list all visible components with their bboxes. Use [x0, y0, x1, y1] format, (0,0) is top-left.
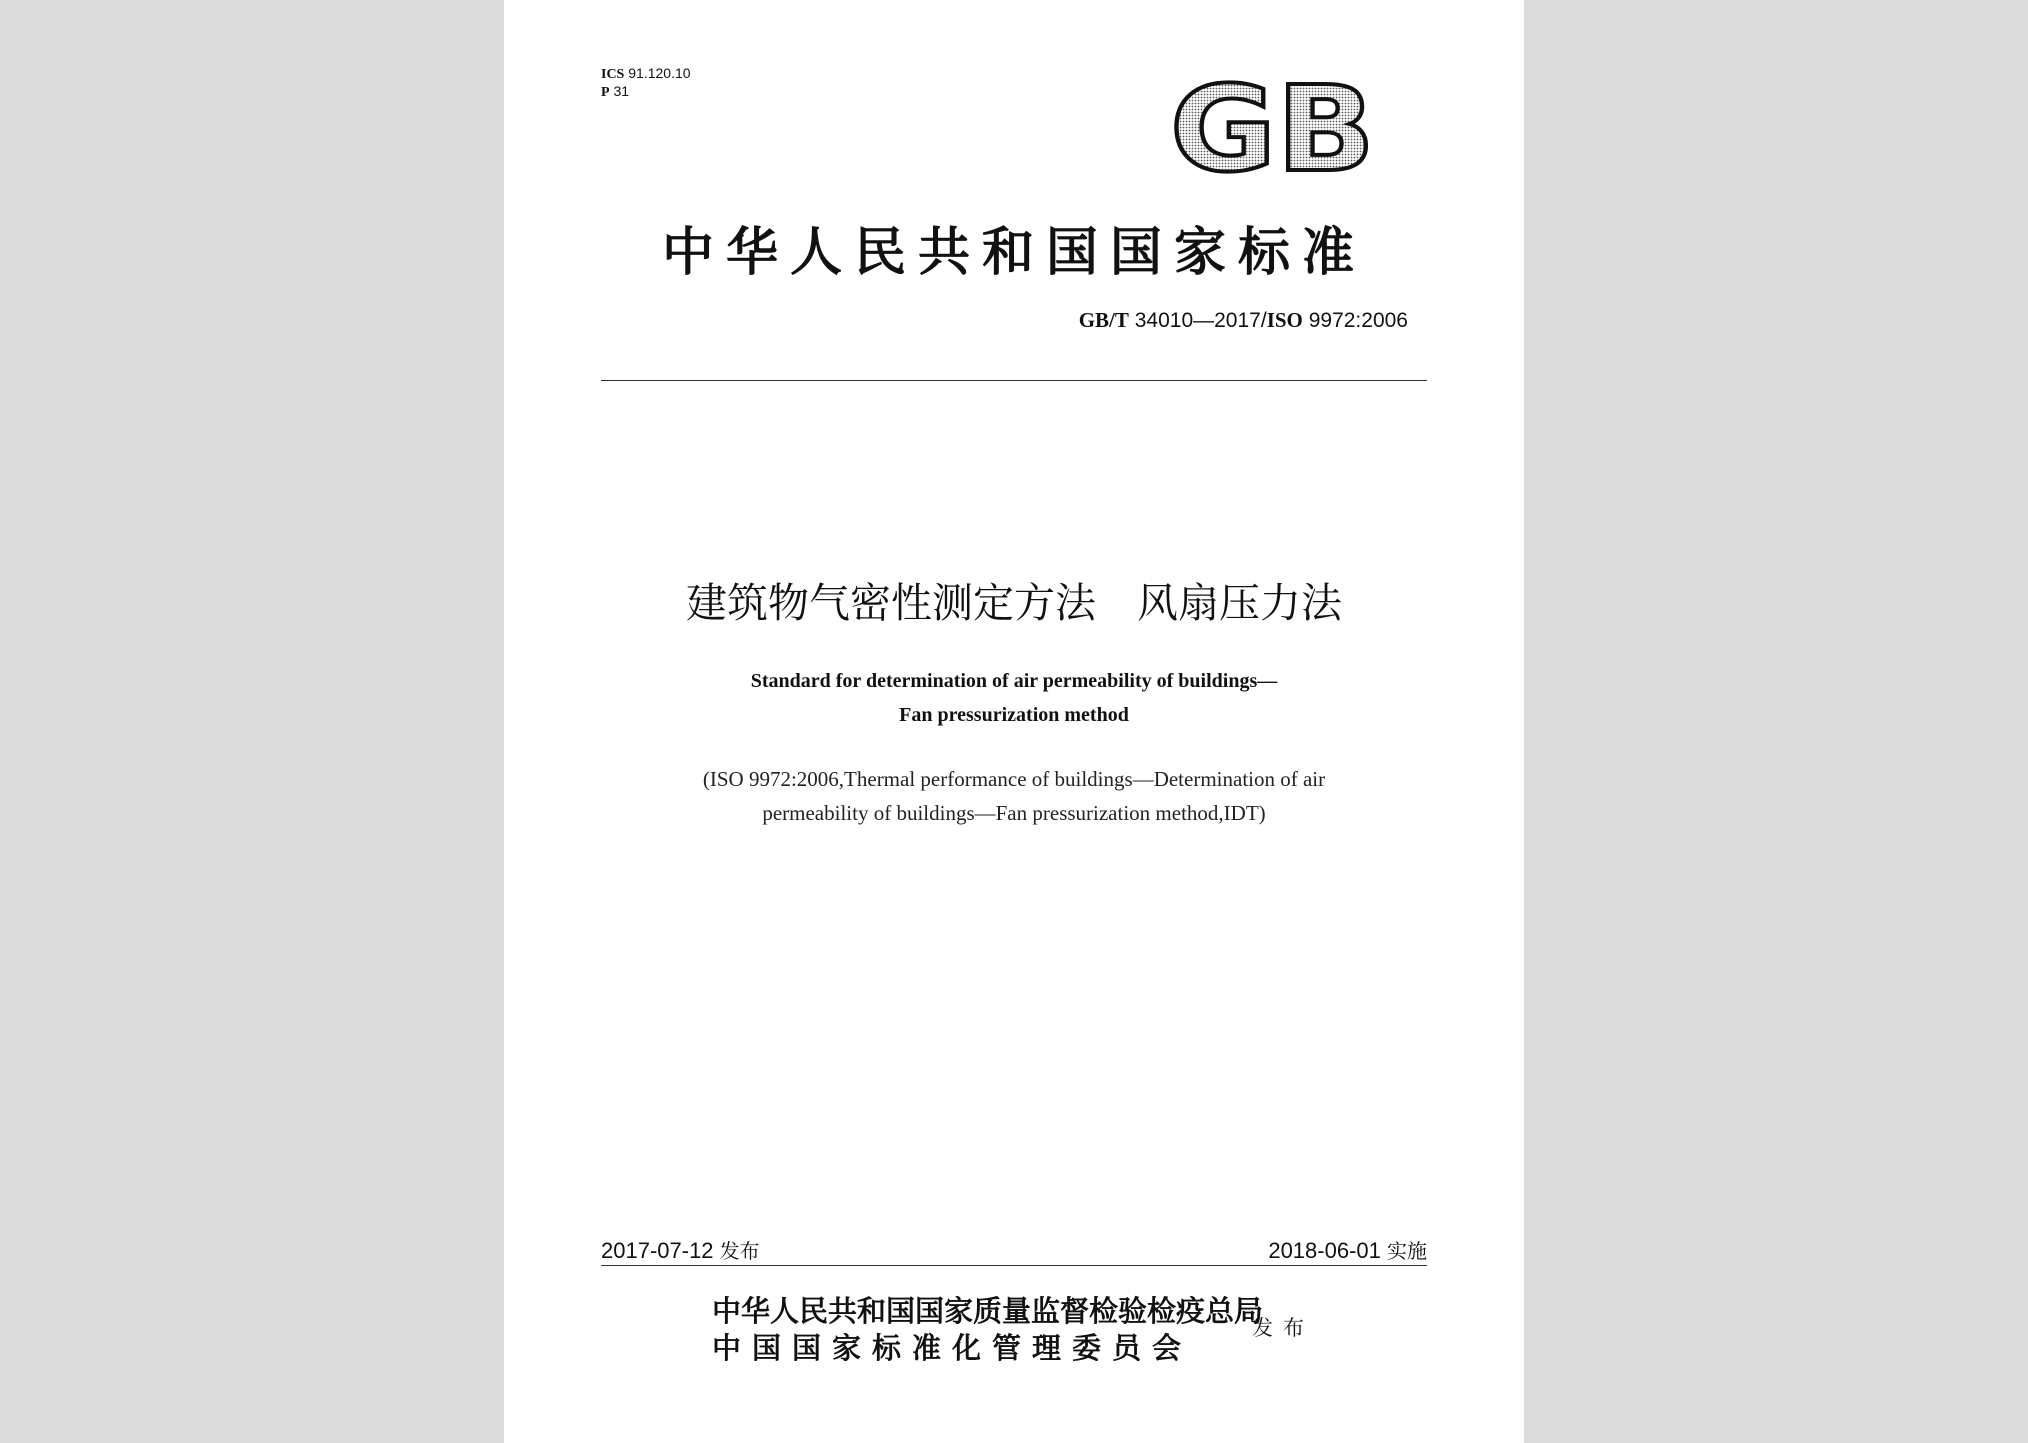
- implement-date-value: 2018-06-01: [1268, 1238, 1381, 1263]
- p-prefix: P: [601, 85, 610, 100]
- p-value: 31: [613, 83, 630, 99]
- iso-reference: [504, 762, 1524, 830]
- iso-reference-line1: (ISO 9972:2006,Thermal performance of buildings—Determination of air: [702, 767, 1326, 791]
- gb-logo: [1170, 78, 1375, 178]
- title-english-line1: Standard for determination of air permeability of buildings—: [750, 670, 1278, 692]
- document-page: [504, 0, 1524, 1443]
- issuer-line1: 中华人民共和国国家质量监督检验检疫总局: [712, 1294, 1264, 1328]
- title-chinese: 建筑物气密性测定方法 风扇压力法: [686, 579, 1342, 627]
- header-divider: [601, 380, 1427, 381]
- issue-date-label: 发布: [719, 1239, 760, 1263]
- implement-date-label: 实施: [1387, 1239, 1427, 1263]
- issue-date: [601, 1235, 760, 1264]
- publish-label: 发布: [1252, 1316, 1314, 1340]
- standard-code: [1079, 308, 1408, 333]
- ics-value: 91.120.10: [628, 65, 691, 81]
- title-english: [504, 664, 1524, 732]
- code-iso-prefix: ISO: [1266, 308, 1303, 332]
- iso-reference-line2: permeability of buildings—Fan pressurization method,IDT): [762, 801, 1266, 825]
- issuing-authorities: [712, 1293, 1263, 1367]
- ics-code: [601, 64, 691, 84]
- code-prefix: GB/T: [1078, 308, 1129, 332]
- classification-code: [601, 82, 629, 102]
- footer-divider: [601, 1265, 1427, 1266]
- code-number: 34010—2017/: [1134, 309, 1267, 332]
- title-english-line2: Fan pressurization method: [899, 704, 1129, 726]
- issue-date-value: 2017-07-12: [601, 1238, 714, 1263]
- implement-date: [1268, 1235, 1427, 1264]
- gb-logo-text: GB: [1170, 78, 1375, 178]
- code-iso-number: 9972:2006: [1308, 309, 1408, 332]
- issuer-line2: 中国国家标准化管理委员会: [712, 1331, 1193, 1365]
- national-standard-heading: 中华人民共和国国家标准: [661, 223, 1366, 283]
- ics-prefix: ICS: [601, 67, 625, 82]
